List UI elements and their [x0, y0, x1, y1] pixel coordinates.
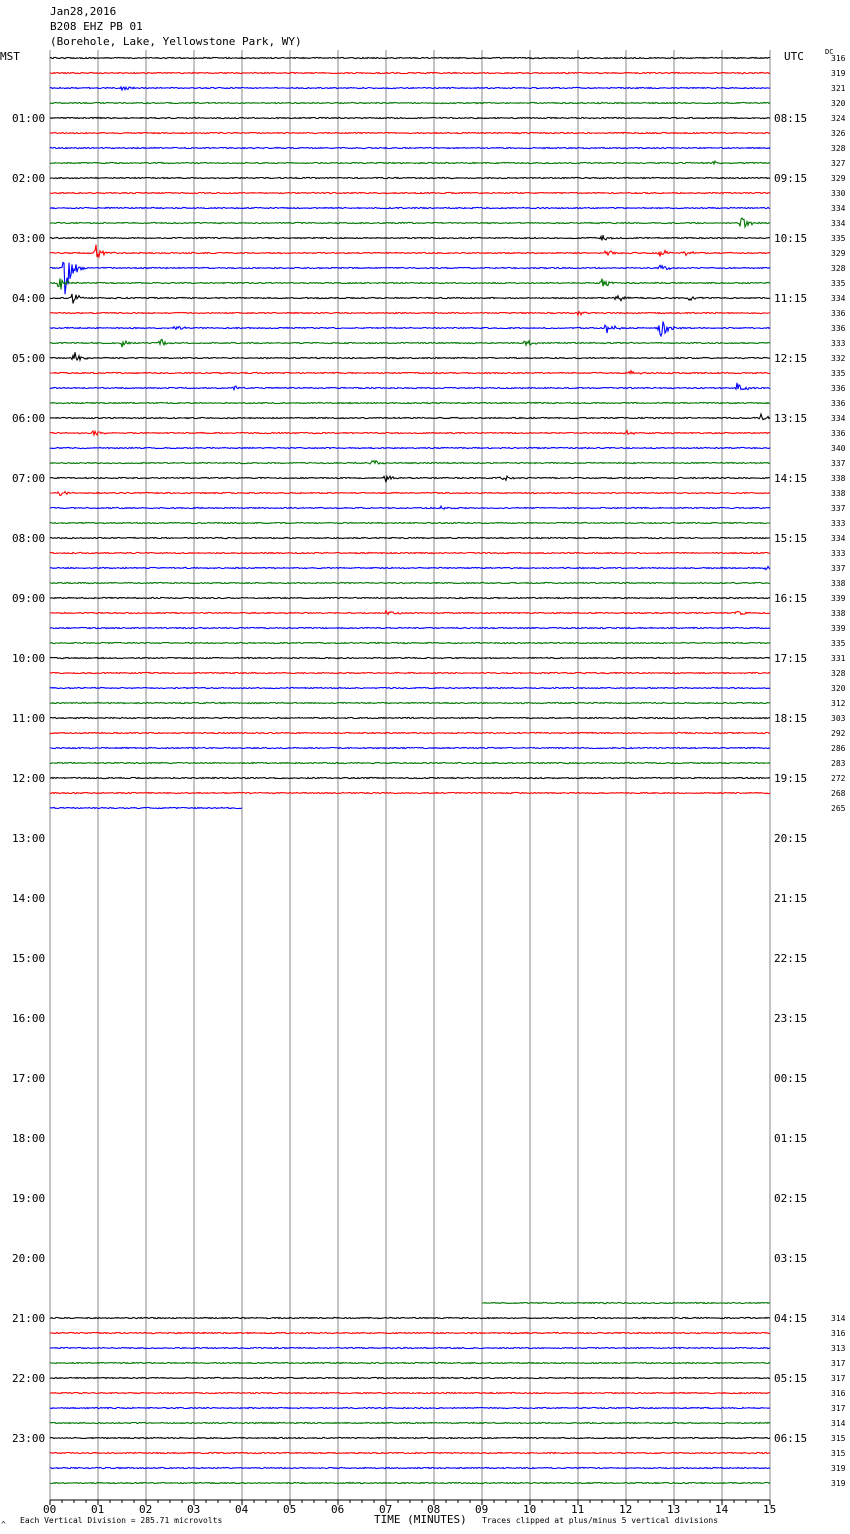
utc-hour-labels	[774, 112, 807, 1445]
trace-line	[50, 1452, 770, 1453]
utc-hour-label: 12:15	[774, 352, 808, 365]
trace-line	[50, 717, 770, 718]
trace-line	[50, 57, 770, 58]
utc-hour-label: 18:15	[774, 712, 808, 725]
x-tick-label: 15	[763, 1503, 777, 1516]
dc-offset-label: 329	[831, 174, 846, 183]
dc-offset-label: 314	[831, 1419, 846, 1428]
trace-line	[50, 447, 770, 448]
dc-offset-label: 328	[831, 264, 846, 273]
x-tick-label: 03	[187, 1503, 201, 1516]
dc-offset-label: 333	[831, 339, 846, 348]
dc-offset-label: 314	[831, 1314, 846, 1323]
utc-hour-label: 16:15	[774, 592, 808, 605]
dc-offset-label: 268	[831, 789, 846, 798]
mst-hour-label: 18:00	[12, 1132, 46, 1145]
mst-hour-label: 19:00	[12, 1192, 46, 1205]
dc-offset-label: 303	[831, 714, 846, 723]
utc-hour-label: 09:15	[774, 172, 808, 185]
mst-hour-label: 05:00	[12, 352, 46, 365]
trace-line	[50, 1467, 770, 1468]
trace-line	[50, 642, 770, 643]
x-tick-label: 06	[331, 1503, 345, 1516]
trace-line	[50, 762, 770, 763]
dc-offset-label: 328	[831, 144, 846, 153]
dc-offset-label: 334	[831, 204, 846, 213]
dc-offset-label: 335	[831, 234, 846, 243]
mst-hour-label: 13:00	[12, 832, 46, 845]
mst-hour-labels	[12, 112, 45, 1445]
mst-hour-label: 07:00	[12, 472, 46, 485]
dc-offset-label: 335	[831, 639, 846, 648]
trace-line	[50, 702, 770, 703]
trace-line	[50, 339, 770, 347]
utc-hour-label: 01:15	[774, 1132, 808, 1145]
x-axis-title: TIME (MINUTES)	[374, 1513, 467, 1526]
x-tick-label: 13	[667, 1503, 681, 1516]
dc-offset-label: 286	[831, 744, 846, 753]
location-label: (Borehole, Lake, Yellowstone Park, WY)	[50, 35, 302, 48]
dc-offset-label: 320	[831, 99, 846, 108]
dc-offset-label: 319	[831, 1479, 846, 1488]
trace-line	[50, 732, 770, 733]
station-label: B208 EHZ PB 01	[50, 20, 143, 33]
x-tick-label: 04	[235, 1503, 249, 1516]
utc-hour-label: 05:15	[774, 1372, 808, 1385]
trace-line	[50, 792, 770, 793]
trace-line	[50, 218, 770, 227]
left-timezone-label: MST	[0, 50, 20, 63]
dc-offset-label: 319	[831, 1464, 846, 1473]
trace-line	[50, 582, 770, 583]
trace-line	[50, 207, 770, 208]
trace-line	[50, 627, 770, 628]
utc-hour-label: 19:15	[774, 772, 808, 785]
utc-hour-label: 17:15	[774, 652, 808, 665]
trace-line	[50, 506, 770, 509]
trace-line	[50, 72, 770, 73]
mst-hour-label: 10:00	[12, 652, 46, 665]
dc-offset-label: 337	[831, 504, 846, 513]
dc-offset-label: 330	[831, 189, 846, 198]
dc-offset-label: 328	[831, 669, 846, 678]
dc-offset-label: 317	[831, 1359, 846, 1368]
mst-hour-label: 11:00	[12, 712, 46, 725]
x-tick-label: 11	[571, 1503, 585, 1516]
trace-line	[50, 611, 770, 615]
trace-line	[50, 192, 770, 193]
trace-line	[50, 1407, 770, 1408]
mst-hour-label: 04:00	[12, 292, 46, 305]
utc-hour-label: 13:15	[774, 412, 808, 425]
trace-line	[50, 476, 770, 482]
dc-offset-label: 315	[831, 1449, 846, 1458]
dc-offset-label: 312	[831, 699, 846, 708]
utc-hour-label: 02:15	[774, 1192, 808, 1205]
trace-line	[50, 1362, 770, 1363]
utc-hour-label: 08:15	[774, 112, 808, 125]
trace-line	[50, 383, 770, 390]
x-tick-label: 14	[715, 1503, 729, 1516]
trace-line	[50, 235, 770, 240]
mst-hour-label: 01:00	[12, 112, 46, 125]
dc-offset-label: 333	[831, 549, 846, 558]
dc-offset-label: 338	[831, 579, 846, 588]
dc-offset-label: 336	[831, 309, 846, 318]
trace-line	[50, 132, 770, 133]
dc-offset-label: 316	[831, 1389, 846, 1398]
dc-offset-label: 320	[831, 684, 846, 693]
dc-offset-label: 321	[831, 84, 846, 93]
scale-note: Each Vertical Division = 285.71 microvolts	[20, 1516, 223, 1525]
trace-line	[50, 777, 770, 778]
trace-line	[50, 1377, 770, 1378]
mst-hour-label: 22:00	[12, 1372, 46, 1385]
trace-line	[50, 161, 770, 164]
utc-hour-label: 10:15	[774, 232, 808, 245]
x-tick-label: 01	[91, 1503, 105, 1516]
utc-hour-label: 03:15	[774, 1252, 808, 1265]
dc-offset-label: 272	[831, 774, 846, 783]
trace-line	[50, 352, 770, 360]
dc-offset-label: 331	[831, 654, 846, 663]
trace-line	[50, 279, 770, 290]
trace-line	[50, 1332, 770, 1333]
dc-offset-label: 336	[831, 324, 846, 333]
x-tick-label: 00	[43, 1503, 57, 1516]
dc-offset-label: 339	[831, 594, 846, 603]
utc-hour-label: 15:15	[774, 532, 808, 545]
dc-offset-label: 334	[831, 414, 846, 423]
trace-line	[50, 1482, 770, 1483]
mst-hour-label: 16:00	[12, 1012, 46, 1025]
dc-offset-label: 313	[831, 1344, 846, 1353]
utc-hour-label: 00:15	[774, 1072, 808, 1085]
dc-offset-label: 265	[831, 804, 846, 813]
x-tick-label: 10	[523, 1503, 537, 1516]
dc-offset-label: 338	[831, 609, 846, 618]
utc-hour-label: 21:15	[774, 892, 808, 905]
trace-line	[50, 177, 770, 178]
trace-line	[50, 371, 770, 374]
dc-offset-label: 334	[831, 534, 846, 543]
trace-line	[50, 431, 770, 435]
dc-offset-label: 335	[831, 369, 846, 378]
dc-offset-label: 292	[831, 729, 846, 738]
utc-hour-label: 11:15	[774, 292, 808, 305]
dc-offset-label: 336	[831, 399, 846, 408]
trace-line	[50, 117, 770, 118]
dc-offset-label: 317	[831, 1404, 846, 1413]
right-timezone-label: UTC	[784, 50, 804, 63]
dc-offset-label: 283	[831, 759, 846, 768]
dc-offset-label: 334	[831, 294, 846, 303]
trace-line	[50, 102, 770, 103]
trace-line	[50, 747, 770, 748]
trace-line	[50, 687, 770, 688]
trace-line	[50, 492, 770, 496]
trace-line	[50, 414, 770, 420]
x-tick-label: 07	[379, 1503, 393, 1516]
utc-hour-label: 20:15	[774, 832, 808, 845]
trace-line	[50, 1317, 770, 1318]
dc-column-label: DC	[825, 48, 834, 56]
mst-hour-label: 09:00	[12, 592, 46, 605]
trace-line	[50, 402, 770, 403]
dc-offset-label: 326	[831, 129, 846, 138]
trace-line	[50, 1347, 770, 1348]
dc-offset-label: 338	[831, 489, 846, 498]
trace-line	[50, 1422, 770, 1423]
trace-line	[50, 522, 770, 523]
mst-hour-label: 08:00	[12, 532, 46, 545]
trace-line	[50, 263, 770, 295]
trace-line	[50, 322, 770, 337]
utc-hour-label: 04:15	[774, 1312, 808, 1325]
dc-offset-label: 324	[831, 114, 846, 123]
trace-line	[50, 597, 770, 598]
utc-hour-label: 22:15	[774, 952, 808, 965]
trace-line	[50, 1392, 770, 1393]
trace-line	[50, 147, 770, 148]
trace-line	[50, 807, 242, 808]
x-tick-label: 08	[427, 1503, 441, 1516]
dc-offset-label: 334	[831, 219, 846, 228]
dc-offset-label: 316	[831, 1329, 846, 1338]
mst-hour-label: 21:00	[12, 1312, 46, 1325]
trace-line	[50, 566, 770, 569]
dc-offset-label: 337	[831, 459, 846, 468]
mst-hour-label: 23:00	[12, 1432, 46, 1445]
dc-offset-label: 335	[831, 279, 846, 288]
utc-hour-label: 14:15	[774, 472, 808, 485]
trace-line	[50, 245, 770, 257]
x-tick-label: 09	[475, 1503, 489, 1516]
dc-offset-label: 317	[831, 1374, 846, 1383]
mst-hour-label: 20:00	[12, 1252, 46, 1265]
dc-offset-label: 339	[831, 624, 846, 633]
dc-offset-label: 336	[831, 384, 846, 393]
mst-hour-label: 14:00	[12, 892, 46, 905]
dc-offset-label: 316	[831, 54, 846, 63]
clip-note: Traces clipped at plus/minus 5 vertical divisions	[482, 1516, 719, 1525]
mst-hour-label: 15:00	[12, 952, 46, 965]
dc-offset-label: 337	[831, 564, 846, 573]
utc-hour-label: 06:15	[774, 1432, 808, 1445]
trace-line	[50, 312, 770, 316]
dc-offset-label: 329	[831, 249, 846, 258]
mst-hour-label: 06:00	[12, 412, 46, 425]
trace-line	[50, 1437, 770, 1438]
trace-line	[50, 657, 770, 658]
dc-offset-label: 315	[831, 1434, 846, 1443]
mst-hour-label: 17:00	[12, 1072, 46, 1085]
corner-mark: ^	[1, 1520, 6, 1529]
utc-hour-label: 23:15	[774, 1012, 808, 1025]
dc-offset-label: 338	[831, 474, 846, 483]
x-tick-label: 12	[619, 1503, 633, 1516]
trace-line	[50, 552, 770, 553]
mst-hour-label: 03:00	[12, 232, 46, 245]
seismic-traces	[50, 57, 770, 1483]
trace-line	[50, 294, 770, 304]
mst-hour-label: 02:00	[12, 172, 46, 185]
dc-offset-label: 332	[831, 354, 846, 363]
dc-offset-label: 340	[831, 444, 846, 453]
trace-line	[50, 461, 770, 464]
dc-offset-label: 319	[831, 69, 846, 78]
x-tick-label: 05	[283, 1503, 297, 1516]
x-tick-label: 02	[139, 1503, 153, 1516]
mst-hour-label: 12:00	[12, 772, 46, 785]
dc-offset-labels	[831, 54, 846, 1488]
trace-line	[50, 672, 770, 673]
dc-offset-label: 336	[831, 429, 846, 438]
trace-line	[50, 537, 770, 538]
dc-offset-label: 327	[831, 159, 846, 168]
trace-line	[50, 87, 770, 90]
dc-offset-label: 333	[831, 519, 846, 528]
date-label: Jan28,2016	[50, 5, 117, 18]
